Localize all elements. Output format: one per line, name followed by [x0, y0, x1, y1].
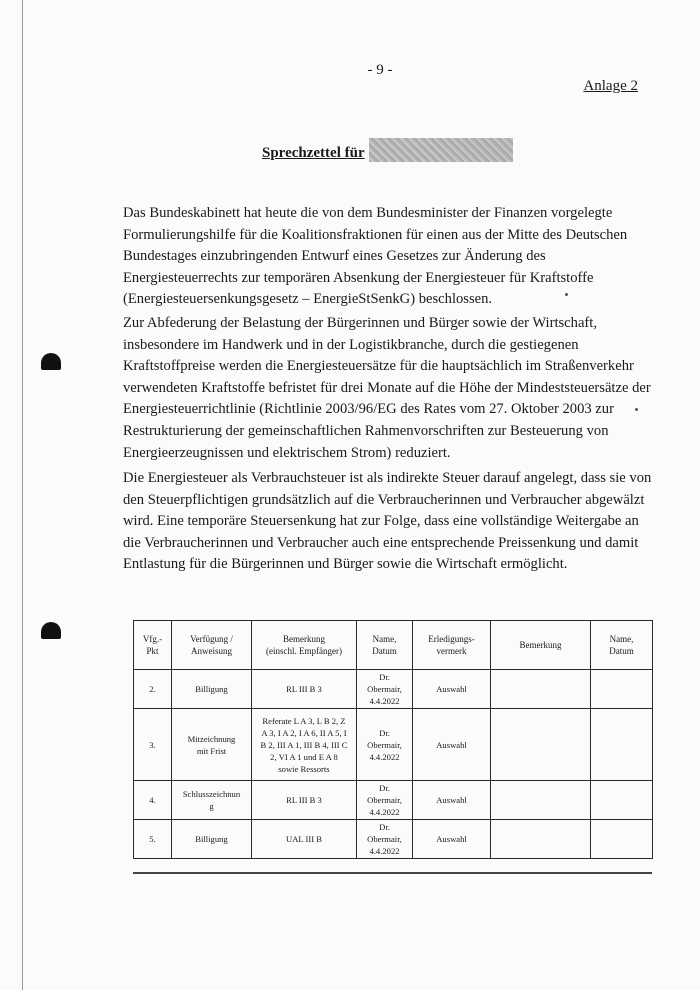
paragraph-2: Zur Abfederung der Belastung der Bürgerinnen und Bürger sowie der Wirtschaft, insbesondere im Handwerk und in der Logistikbranche, durch die gestiegenen Kraftstoffpreise werden die Energiesteuersätze für die hauptsächlich im Straßenverkehr verwendeten Kraftstoffe befristet für drei Monate auf die Höhe der Mindeststeuersätze der Energiesteuerrichtlinie (Richtlinie 2003/96/EG des Rates vom 27. Oktober 2003 zur Restrukturierung der gemeinschaftlichen Rahmenvorschriften zur Besteuerung von Energieerzeugnissen und elektrischem Strom) reduziert.: [123, 315, 651, 461]
cell-col-name-datum-2: [591, 820, 653, 859]
cell-col-name-datum-2: [591, 781, 653, 820]
cell-col-verfuegung: Billigung: [172, 670, 252, 709]
cell-col-pkt: 5.: [134, 820, 172, 859]
table-row: [134, 670, 653, 709]
document-title: Sprechzettel für: [262, 145, 365, 161]
cell-col-name-datum-2: [591, 709, 653, 781]
left-margin-line: [22, 0, 23, 990]
cell-col-bemerkung: RL III B 3: [252, 781, 357, 820]
cell-col-bemerkung: RL III B 3: [252, 670, 357, 709]
cell-col-erledigung[interactable]: Auswahl: [413, 670, 491, 709]
title-row: [262, 138, 513, 162]
punch-hole-mark: [41, 622, 61, 639]
table-row: [134, 820, 653, 859]
punch-hole-mark: [41, 353, 61, 370]
table-row: [134, 781, 653, 820]
cell-col-name-datum-2: [591, 670, 653, 709]
table-bottom-rule: [133, 872, 652, 874]
cell-col-erledigung[interactable]: Auswahl: [413, 820, 491, 859]
header-col-bemerkung: Bemerkung (einschl. Empfänger): [252, 621, 357, 670]
cell-col-name-datum: Dr. Obermair, 4.4.2022: [357, 670, 413, 709]
cell-col-pkt: 4.: [134, 781, 172, 820]
cell-col-erledigung[interactable]: Auswahl: [413, 709, 491, 781]
cell-col-name-datum: Dr. Obermair, 4.4.2022: [357, 820, 413, 859]
redaction-block: [369, 138, 513, 162]
header-col-bemerkung-2: Bemerkung: [491, 621, 591, 670]
cell-col-name-datum: Dr. Obermair, 4.4.2022: [357, 709, 413, 781]
cell-col-verfuegung: Billigung: [172, 820, 252, 859]
cell-col-bemerkung-2: [491, 670, 591, 709]
cell-col-pkt: 3.: [134, 709, 172, 781]
routing-table: [133, 620, 653, 859]
scan-speck: [635, 408, 638, 411]
cell-col-pkt: 2.: [134, 670, 172, 709]
header-col-name-datum-2: Name, Datum: [591, 621, 653, 670]
table-header-row: [134, 621, 653, 670]
cell-col-verfuegung: Mitzeichnung mit Frist: [172, 709, 252, 781]
cell-col-verfuegung: Schlusszeichnun g: [172, 781, 252, 820]
annex-label: Anlage 2: [583, 78, 638, 94]
header-col-erledigung: Erledigungs- vermerk: [413, 621, 491, 670]
cell-col-bemerkung: UAL III B: [252, 820, 357, 859]
paragraph-1: Das Bundeskabinett hat heute die von dem Bundesminister der Finanzen vorgelegte Formulierungshilfe für die Koalitionsfraktionen für einen aus der Mitte des Deutschen Bundestages einzubringenden Entwurf eines Gesetzes zur Änderung des Energiesteuerrechts zur temporären Absenkung der Energiesteuer für Kraftstoffe (Energiesteuersenkungsgesetz – EnergieStSenkG) beschlossen.: [123, 205, 628, 308]
header-col-pkt: Vfg.- Pkt: [134, 621, 172, 670]
cell-col-bemerkung-2: [491, 820, 591, 859]
page-number: - 9 -: [367, 62, 393, 78]
header-col-name-datum: Name, Datum: [357, 621, 413, 670]
table-body: [134, 670, 653, 859]
cell-col-bemerkung-2: [491, 709, 591, 781]
cell-col-bemerkung: Referate L A 3, L B 2, Z A 3, I A 2, I A 6, II A 5, I B 2, III A 1, III B 4, III C 2, VI A 1 und E A 8 sowie Ressorts: [252, 709, 357, 781]
paragraph-3: Die Energiesteuer als Verbrauchsteuer ist als indirekte Steuer darauf angelegt, dass sie von den Steuerpflichtigen grundsätzlich auf die Verbraucherinnen und Verbraucher abgewälzt wird. Eine temporäre Steuersenkung hat zur Folge, dass eine vollständige Weitergabe an die Verbraucherinnen und Verbraucher auch eine entsprechende Preissenkung und damit Entlastung für die Bürgerinnen und Bürger sowie die Wirtschaft ermöglicht.: [123, 470, 652, 573]
cell-col-erledigung[interactable]: Auswahl: [413, 781, 491, 820]
cell-col-name-datum: Dr. Obermair, 4.4.2022: [357, 781, 413, 820]
scan-speck: [565, 293, 568, 296]
table-row: [134, 709, 653, 781]
cell-col-bemerkung-2: [491, 781, 591, 820]
header-col-verfuegung: Verfügung / Anweisung: [172, 621, 252, 670]
